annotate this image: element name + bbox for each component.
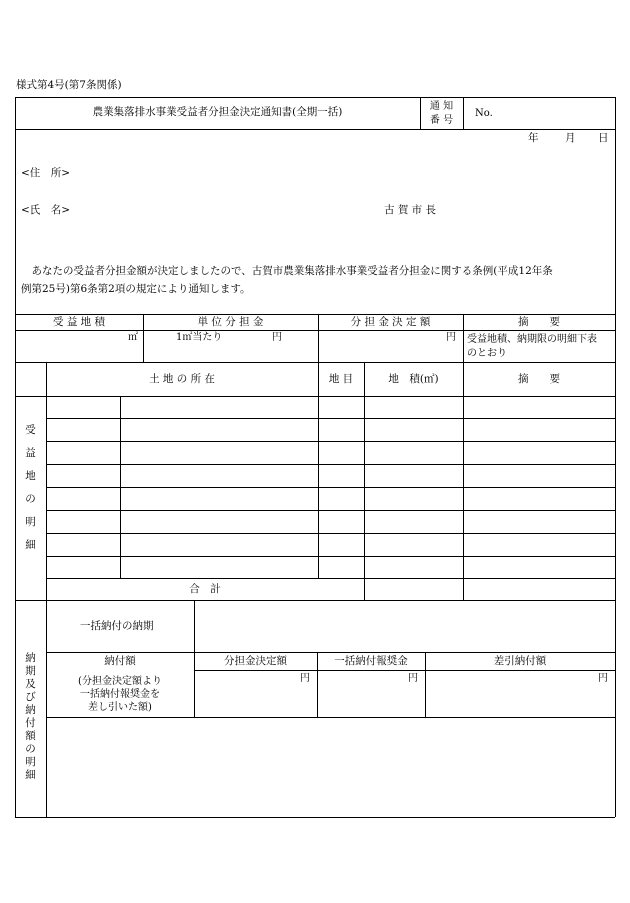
header-unit-charge: 単 位 分 担 金 — [197, 316, 264, 328]
date-day-label: 日 — [598, 132, 609, 144]
body-line-2: 例第25号)第6条第2項の規定により通知します。 — [21, 283, 251, 295]
net-payment-yen: 円 — [598, 673, 608, 684]
form-label: 様式第4号(第7条関係) — [16, 79, 122, 91]
header-decided-charge: 分担金決定額 — [224, 655, 287, 667]
land-side-label: 受 益 地 の 明 細 — [25, 424, 36, 551]
notice-number-field[interactable]: No. — [475, 108, 493, 119]
header-benefit-area: 受 益 地 積 — [52, 316, 105, 328]
header-remarks: 摘 要 — [518, 316, 560, 328]
amount-yen: 円 — [446, 332, 456, 343]
body-line-1: あなたの受益者分担金額が決定しましたので、古賀市農業集落排水事業受益者分担金に関する条例(平成12年条 — [21, 265, 553, 277]
date-year-label: 年 — [528, 132, 539, 144]
summary-note: 受益地積、納期限の明細下表 のとおり — [467, 334, 597, 359]
frame-top — [15, 97, 615, 98]
address-label: <住 所> — [21, 167, 71, 179]
lump-sum-reward-yen: 円 — [408, 673, 418, 684]
payment-side-label: 納 期 及 び 納 付 額 の 明 細 — [25, 652, 36, 781]
payment-amount-label: 納付額 — [104, 655, 136, 667]
page-title: 農業集落排水事業受益者分担金決定通知書(全期一括) — [92, 106, 343, 118]
frame-bottom — [15, 817, 615, 818]
land-total-label: 合 計 — [189, 583, 221, 595]
date-month-label: 月 — [565, 132, 576, 144]
header-lump-sum-reward: 一括納付報奨金 — [334, 655, 408, 667]
payment-amount-note: (分担金決定額より 一括納付報奨金を 差し引いた額) — [78, 676, 162, 713]
frame-right — [615, 97, 616, 817]
unit-price-yen: 円 — [272, 332, 282, 343]
header-net-payment: 差引納付額 — [493, 655, 547, 667]
notice-number-label: 通 知 番 号 — [429, 101, 454, 126]
area-unit-label: ㎡ — [128, 332, 138, 343]
header-land-remarks: 摘 要 — [518, 373, 560, 385]
decided-charge-yen: 円 — [300, 673, 310, 684]
header-land-location: 土 地 の 所 在 — [149, 373, 215, 385]
mayor-signature: 古 賀 市 長 — [384, 204, 437, 216]
header-land-area: 地 積(㎡) — [388, 373, 439, 385]
lump-sum-due-label: 一括納付の納期 — [80, 620, 154, 632]
name-label: <氏 名> — [21, 204, 71, 216]
unit-price-label: 1㎡当たり — [176, 332, 223, 343]
header-land-category: 地 目 — [328, 373, 354, 385]
header-decided-amount: 分 担 金 決 定 額 — [350, 316, 431, 328]
